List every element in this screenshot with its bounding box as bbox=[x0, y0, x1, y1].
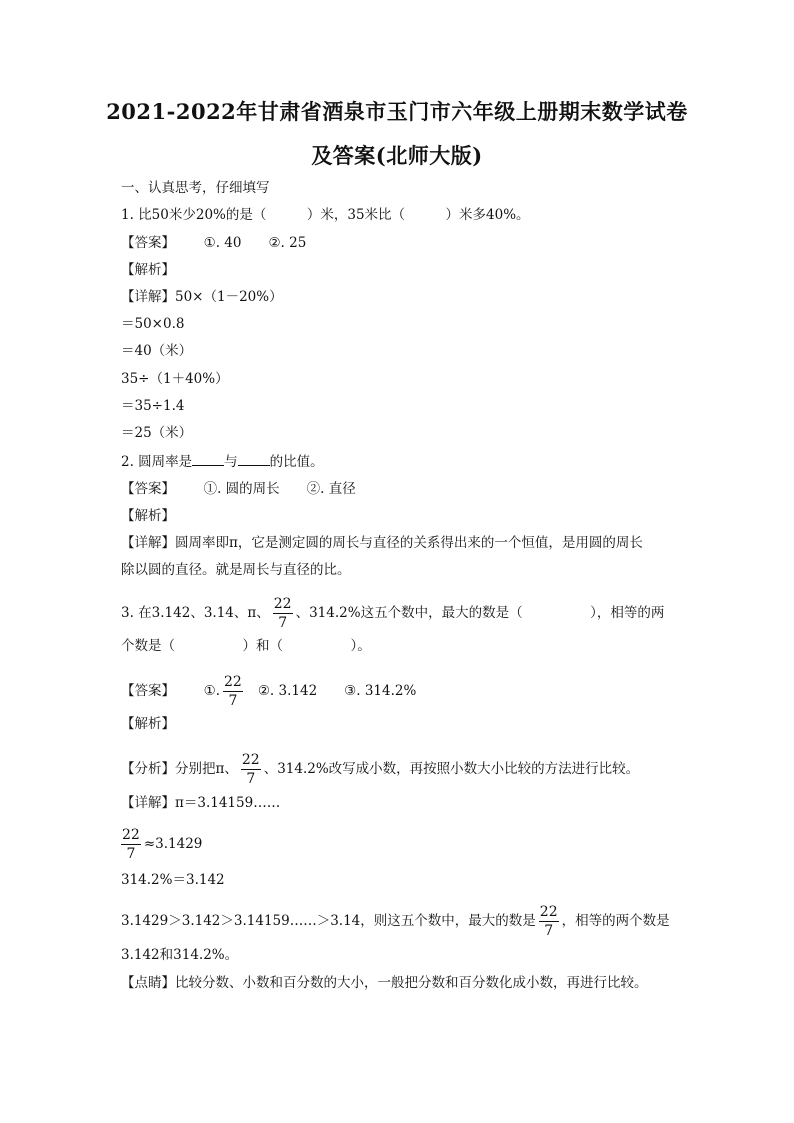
fraction-numerator: 22 bbox=[122, 827, 140, 843]
q3-detail-line1: π＝3.14159…… bbox=[175, 795, 281, 811]
q3-dianjing-label: 【点睛】 bbox=[121, 975, 175, 991]
q1-step: ＝50×0.8 bbox=[121, 316, 185, 332]
q1-analysis-label: 【解析】 bbox=[121, 262, 175, 278]
q1-step: ＝25（米） bbox=[121, 425, 193, 441]
question-1: 1. 比50米少20%的是（ ）米，35米比（ ）米多40%。 bbox=[121, 207, 530, 223]
q1-answer-row bbox=[121, 233, 306, 253]
fraction-numerator: 22 bbox=[241, 752, 260, 768]
q3-text-pre: 3. 在3.142、3.14、π、 bbox=[121, 605, 270, 621]
q2-answer-row bbox=[121, 479, 356, 499]
q3-answer-row bbox=[121, 675, 416, 708]
q3-detail-line3: 314.2%＝3.142 bbox=[121, 872, 225, 888]
doc-title-line2: 及答案(北师大版) bbox=[311, 143, 483, 168]
q3-answer-pre: ①. bbox=[203, 683, 220, 699]
q1-answer-label: 【答案】 bbox=[121, 235, 175, 251]
q3-fenxi-pre: 分别把π、 bbox=[175, 761, 238, 777]
q3-fenxi-row bbox=[121, 753, 639, 786]
q3-analysis-label: 【解析】 bbox=[121, 716, 175, 732]
q1-detail-label: 【详解】 bbox=[121, 289, 175, 305]
q3-detail-approx: ≈3.1429 bbox=[143, 836, 203, 852]
q1-detail-row bbox=[121, 287, 283, 307]
fill-blank bbox=[192, 451, 224, 466]
question-3 bbox=[121, 597, 664, 630]
q2-text-mid: 与 bbox=[224, 454, 238, 470]
fraction-denominator: 7 bbox=[278, 615, 288, 631]
q3-fenxi-label: 【分析】 bbox=[121, 761, 175, 777]
q2-detail-text: 除以圆的直径。就是周长与直径的比。 bbox=[121, 562, 351, 578]
section-heading: 一、认真思考，仔细填写 bbox=[121, 180, 270, 196]
q1-answer: ①. 40 ②. 25 bbox=[203, 235, 307, 251]
q3-detail-line4-post: ，相等的两个数是 bbox=[561, 913, 670, 929]
fraction bbox=[273, 597, 293, 630]
q3-answer-label: 【答案】 bbox=[121, 683, 175, 699]
fraction-numerator: 22 bbox=[539, 904, 558, 920]
q2-detail-row bbox=[121, 533, 643, 553]
q2-text-pre: 2. 圆周率是 bbox=[121, 454, 193, 470]
q2-text-post: 的比值。 bbox=[269, 454, 324, 470]
q2-answer-label: 【答案】 bbox=[121, 481, 175, 497]
q3-text-post: 、314.2%这五个数中，最大的数是（ ），相等的两 bbox=[295, 605, 665, 621]
fraction bbox=[223, 675, 243, 708]
q3-detail-label: 【详解】 bbox=[121, 795, 175, 811]
fraction-denominator: 7 bbox=[246, 771, 256, 787]
q3-dianjing-row bbox=[121, 973, 648, 993]
q3-text-line2: 个数是（ ）和（ ）。 bbox=[121, 638, 371, 654]
fraction bbox=[241, 753, 261, 786]
fraction-denominator: 7 bbox=[126, 846, 136, 862]
fill-blank bbox=[238, 451, 270, 466]
fraction-numerator: 22 bbox=[224, 674, 242, 690]
fraction-denominator: 7 bbox=[228, 693, 238, 709]
q2-answer: ①. 圆的周长 ②. 直径 bbox=[203, 481, 356, 497]
q3-detail-line4-pre: 3.1429＞3.142＞3.14159……＞3.14，则这五个数中，最大的数是 bbox=[121, 913, 536, 929]
fraction-numerator: 22 bbox=[273, 596, 292, 612]
q3-detail-line2 bbox=[121, 828, 202, 861]
q1-step: 35÷（1＋40%） bbox=[121, 371, 229, 387]
q2-analysis-label: 【解析】 bbox=[121, 508, 175, 524]
q3-dianjing-text: 比较分数、小数和百分数的大小，一般把分数和百分数化成小数，再进行比较。 bbox=[175, 975, 648, 991]
q3-answer-post: ②. 3.142 ③. 314.2% bbox=[257, 683, 417, 699]
question-2 bbox=[121, 451, 324, 472]
q3-detail-row bbox=[121, 793, 280, 813]
doc-title-line1: 2021-2022年甘肃省酒泉市玉门市六年级上册期末数学试卷 bbox=[106, 99, 688, 124]
q3-detail-line5: 3.142和314.2%。 bbox=[121, 947, 239, 963]
fraction bbox=[539, 905, 559, 938]
q2-detail-label: 【详解】 bbox=[121, 535, 175, 551]
q2-detail-text: 圆周率即π，它是测定圆的周长与直径的关系得出来的一个恒值，是用圆的周长 bbox=[175, 535, 643, 551]
fraction-denominator: 7 bbox=[544, 923, 554, 939]
q3-fenxi-post: 、314.2%改写成小数，再按照小数大小比较的方法进行比较。 bbox=[263, 761, 640, 777]
q3-detail-line4 bbox=[121, 905, 670, 938]
q1-step: ＝35÷1.4 bbox=[121, 398, 185, 414]
fraction bbox=[121, 828, 141, 861]
q1-step: ＝40（米） bbox=[121, 343, 193, 359]
q1-step: 50×（1－20%） bbox=[175, 289, 283, 305]
